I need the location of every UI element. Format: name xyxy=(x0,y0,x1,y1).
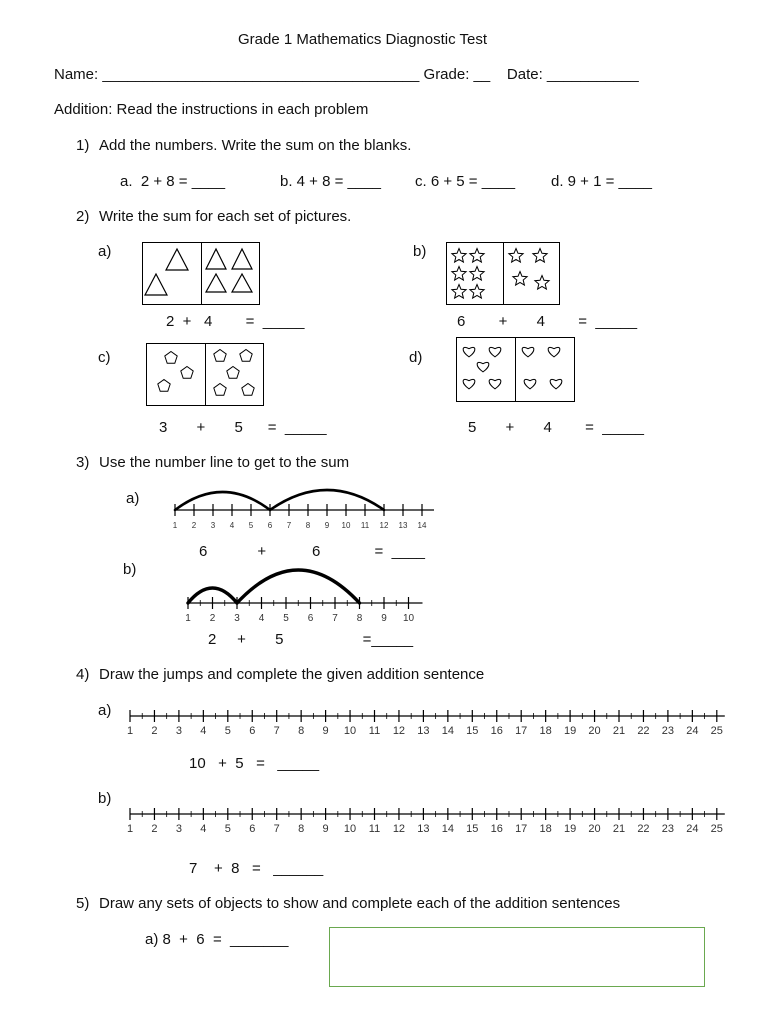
q4b-tick-label: 21 xyxy=(612,823,626,835)
q2d-picture-box xyxy=(456,337,575,402)
q1-number: 1) xyxy=(76,137,90,154)
q4a-tick-label: 10 xyxy=(343,725,357,737)
q4a-tick-label: 2 xyxy=(151,725,158,737)
q4a-tick-label: 5 xyxy=(224,725,231,737)
q3a-tick-label: 11 xyxy=(360,521,370,530)
page-title: Grade 1 Mathematics Diagnostic Test xyxy=(238,31,488,48)
q3a-number-line xyxy=(160,480,440,530)
q2b-right-set xyxy=(503,243,560,304)
q4a-tick-label: 25 xyxy=(710,725,723,737)
q4a-tick-label: 9 xyxy=(322,725,329,737)
q2b-picture-box xyxy=(446,242,560,305)
q4b-tick-label: 11 xyxy=(368,823,381,835)
q4a-tick-label: 16 xyxy=(490,725,503,737)
q3a-tick-label: 7 xyxy=(286,521,292,530)
star-icon xyxy=(532,249,546,263)
triangle-icon xyxy=(166,249,188,270)
q4a-tick-label: 4 xyxy=(200,725,207,737)
pentagon-icon xyxy=(181,367,193,379)
q2d-sentence: 5 + 4 = _____ xyxy=(468,419,644,436)
q3b-tick-label: 10 xyxy=(402,613,415,624)
q4b-tick-label: 2 xyxy=(151,823,158,835)
q2c-label: c) xyxy=(98,349,111,366)
q4b-sentence: 7 + 8 = ______ xyxy=(189,860,324,877)
triangle-icon xyxy=(232,249,252,269)
q3b-label: b) xyxy=(123,561,137,578)
q4a-tick-label: 18 xyxy=(539,725,552,737)
q5a-drawing-box[interactable] xyxy=(329,927,705,987)
q4a-label: a) xyxy=(98,702,112,719)
star-icon xyxy=(512,272,526,286)
q2b-sentence: 6 + 4 = _____ xyxy=(457,313,638,330)
q2d-right-set xyxy=(515,338,574,401)
q4a-tick-label: 11 xyxy=(368,725,381,737)
star-icon xyxy=(452,249,466,263)
heart-icon xyxy=(463,347,475,356)
q2b-left-set xyxy=(447,243,503,304)
q4b-tick-label: 7 xyxy=(273,823,280,835)
q2-number: 2) xyxy=(76,208,90,225)
q3-number: 3) xyxy=(76,454,90,471)
q5-instruction: Draw any sets of objects to show and complete each of the addition sentences xyxy=(99,895,621,912)
q4b-tick-label: 16 xyxy=(490,823,503,835)
q4a-tick-label: 17 xyxy=(515,725,528,737)
q3b-tick-label: 1 xyxy=(185,613,191,624)
q4b-tick-label: 19 xyxy=(563,823,577,835)
q4b-tick-label: 9 xyxy=(322,823,329,835)
q4a-tick-label: 15 xyxy=(466,725,479,737)
pentagon-icon xyxy=(226,367,238,379)
q4b-tick-label: 5 xyxy=(224,823,231,835)
q3a-tick-label: 5 xyxy=(248,521,254,530)
triangle-icon xyxy=(206,249,226,269)
q3b-tick-label: 5 xyxy=(283,613,289,624)
q3a-tick-label: 9 xyxy=(324,521,330,530)
q3a-label: a) xyxy=(126,490,140,507)
q4a-tick-label: 19 xyxy=(563,725,577,737)
q2a-label: a) xyxy=(98,243,112,260)
star-icon xyxy=(452,267,466,281)
heart-icon xyxy=(522,347,534,356)
q4b-tick-label: 22 xyxy=(637,823,650,835)
heart-icon xyxy=(463,379,475,388)
q4b-tick-label: 1 xyxy=(126,823,134,835)
q1-item-b: b. 4 + 8 = ____ xyxy=(280,173,381,190)
q3a-jump-arc xyxy=(175,492,270,510)
q2c-picture-box xyxy=(146,343,264,406)
q4a-number-line xyxy=(118,702,733,746)
star-icon xyxy=(470,249,484,263)
q3b-jump-arc xyxy=(237,570,360,603)
q2b-label: b) xyxy=(413,243,427,260)
q3b-tick-label: 4 xyxy=(258,613,265,624)
q4b-number-line xyxy=(118,800,733,844)
q2d-label: d) xyxy=(409,349,423,366)
pentagon-icon xyxy=(241,384,253,396)
q2d-left-set xyxy=(457,338,515,401)
q4b-tick-label: 13 xyxy=(417,823,430,835)
q2a-right-set xyxy=(201,243,260,304)
q4b-tick-label: 6 xyxy=(249,823,256,835)
heart-icon xyxy=(489,379,501,388)
triangle-icon xyxy=(145,274,167,295)
star-icon xyxy=(534,276,548,290)
pentagon-icon xyxy=(165,352,177,364)
pentagon-icon xyxy=(239,350,251,362)
q3b-tick-label: 6 xyxy=(307,613,314,624)
q4a-tick-label: 21 xyxy=(612,725,626,737)
q4a-tick-label: 8 xyxy=(298,725,305,737)
q3a-tick-label: 14 xyxy=(417,521,427,530)
q3a-tick-label: 12 xyxy=(379,521,389,530)
pentagon-icon xyxy=(158,380,170,392)
q4b-tick-label: 14 xyxy=(441,823,454,835)
q4b-tick-label: 25 xyxy=(710,823,723,835)
star-icon xyxy=(470,285,484,299)
q4a-tick-label: 1 xyxy=(126,725,134,737)
q1-item-d: d. 9 + 1 = ____ xyxy=(551,173,652,190)
q4b-tick-label: 17 xyxy=(515,823,528,835)
star-icon xyxy=(470,267,484,281)
q1-item-a: a. 2 + 8 = ____ xyxy=(120,173,226,190)
heart-icon xyxy=(548,347,560,356)
q4a-tick-label: 6 xyxy=(249,725,256,737)
q1-item-c: c. 6 + 5 = ____ xyxy=(415,173,516,190)
q4b-tick-label: 4 xyxy=(200,823,207,835)
q4b-tick-label: 10 xyxy=(343,823,357,835)
q4b-tick-label: 3 xyxy=(175,823,182,835)
q2a-left-set xyxy=(143,243,201,304)
q2a-picture-box xyxy=(142,242,260,305)
q4a-tick-label: 3 xyxy=(175,725,182,737)
star-icon xyxy=(452,285,466,299)
q3a-tick-label: 13 xyxy=(398,521,408,530)
q4b-tick-label: 12 xyxy=(392,823,406,835)
q5a-sentence: a) 8 + 6 = _______ xyxy=(145,931,289,948)
q3b-tick-label: 9 xyxy=(381,613,387,624)
q4a-tick-label: 12 xyxy=(392,725,406,737)
q4a-tick-label: 7 xyxy=(273,725,280,737)
q3b-tick-label: 2 xyxy=(209,613,216,624)
q4a-tick-label: 20 xyxy=(588,725,601,737)
q4b-label: b) xyxy=(98,790,112,807)
q3a-sentence: 6 + 6 = ____ xyxy=(199,543,425,560)
heart-icon xyxy=(550,379,562,388)
q3b-tick-label: 3 xyxy=(234,613,240,624)
q4a-tick-label: 14 xyxy=(441,725,454,737)
q3b-tick-label: 7 xyxy=(332,613,338,624)
pentagon-icon xyxy=(213,350,225,362)
q2a-sentence: 2 + 4 = _____ xyxy=(166,313,305,330)
heart-icon xyxy=(524,379,536,388)
triangle-icon xyxy=(206,274,226,292)
q4a-tick-label: 13 xyxy=(417,725,430,737)
q4b-tick-label: 23 xyxy=(661,823,675,835)
heart-icon xyxy=(477,362,489,371)
q3a-tick-label: 10 xyxy=(341,521,351,530)
q4b-tick-label: 20 xyxy=(588,823,601,835)
q4a-tick-label: 23 xyxy=(661,725,675,737)
q3a-tick-label: 4 xyxy=(229,521,235,530)
section-title: Addition: Read the instructions in each problem xyxy=(54,101,369,118)
q4b-tick-label: 8 xyxy=(298,823,305,835)
q3-instruction: Use the number line to get to the sum xyxy=(99,454,350,471)
q2c-sentence: 3 + 5 = _____ xyxy=(159,419,327,436)
q3b-number-line xyxy=(175,562,435,630)
q2c-right-set xyxy=(205,344,264,405)
q4b-tick-label: 18 xyxy=(539,823,552,835)
q5-number: 5) xyxy=(76,895,90,912)
q1-instruction: Add the numbers. Write the sum on the blanks. xyxy=(99,137,412,154)
q4-instruction: Draw the jumps and complete the given addition sentence xyxy=(99,666,485,683)
triangle-icon xyxy=(232,274,252,292)
q3b-tick-label: 8 xyxy=(356,613,363,624)
q3a-tick-label: 2 xyxy=(191,521,197,530)
heart-icon xyxy=(489,347,501,356)
q3a-tick-label: 1 xyxy=(172,521,178,530)
q3a-tick-label: 6 xyxy=(267,521,273,530)
q3a-tick-label: 3 xyxy=(210,521,216,530)
q4-number: 4) xyxy=(76,666,90,683)
star-icon xyxy=(508,249,522,263)
q4a-tick-label: 24 xyxy=(686,725,699,737)
q3b-sentence: 2 + 5 =_____ xyxy=(208,631,414,648)
name-grade-date-line: Name: ______________________________________ Grade: __ Date: ___________ xyxy=(54,66,639,83)
q4a-sentence: 10 + 5 = _____ xyxy=(189,755,320,772)
q4a-tick-label: 22 xyxy=(637,725,650,737)
q2c-left-set xyxy=(147,344,205,405)
q4b-tick-label: 15 xyxy=(466,823,479,835)
pentagon-icon xyxy=(213,384,225,396)
q3a-tick-label: 8 xyxy=(305,521,311,530)
q2-instruction: Write the sum for each set of pictures. xyxy=(99,208,352,225)
q4b-tick-label: 24 xyxy=(686,823,699,835)
